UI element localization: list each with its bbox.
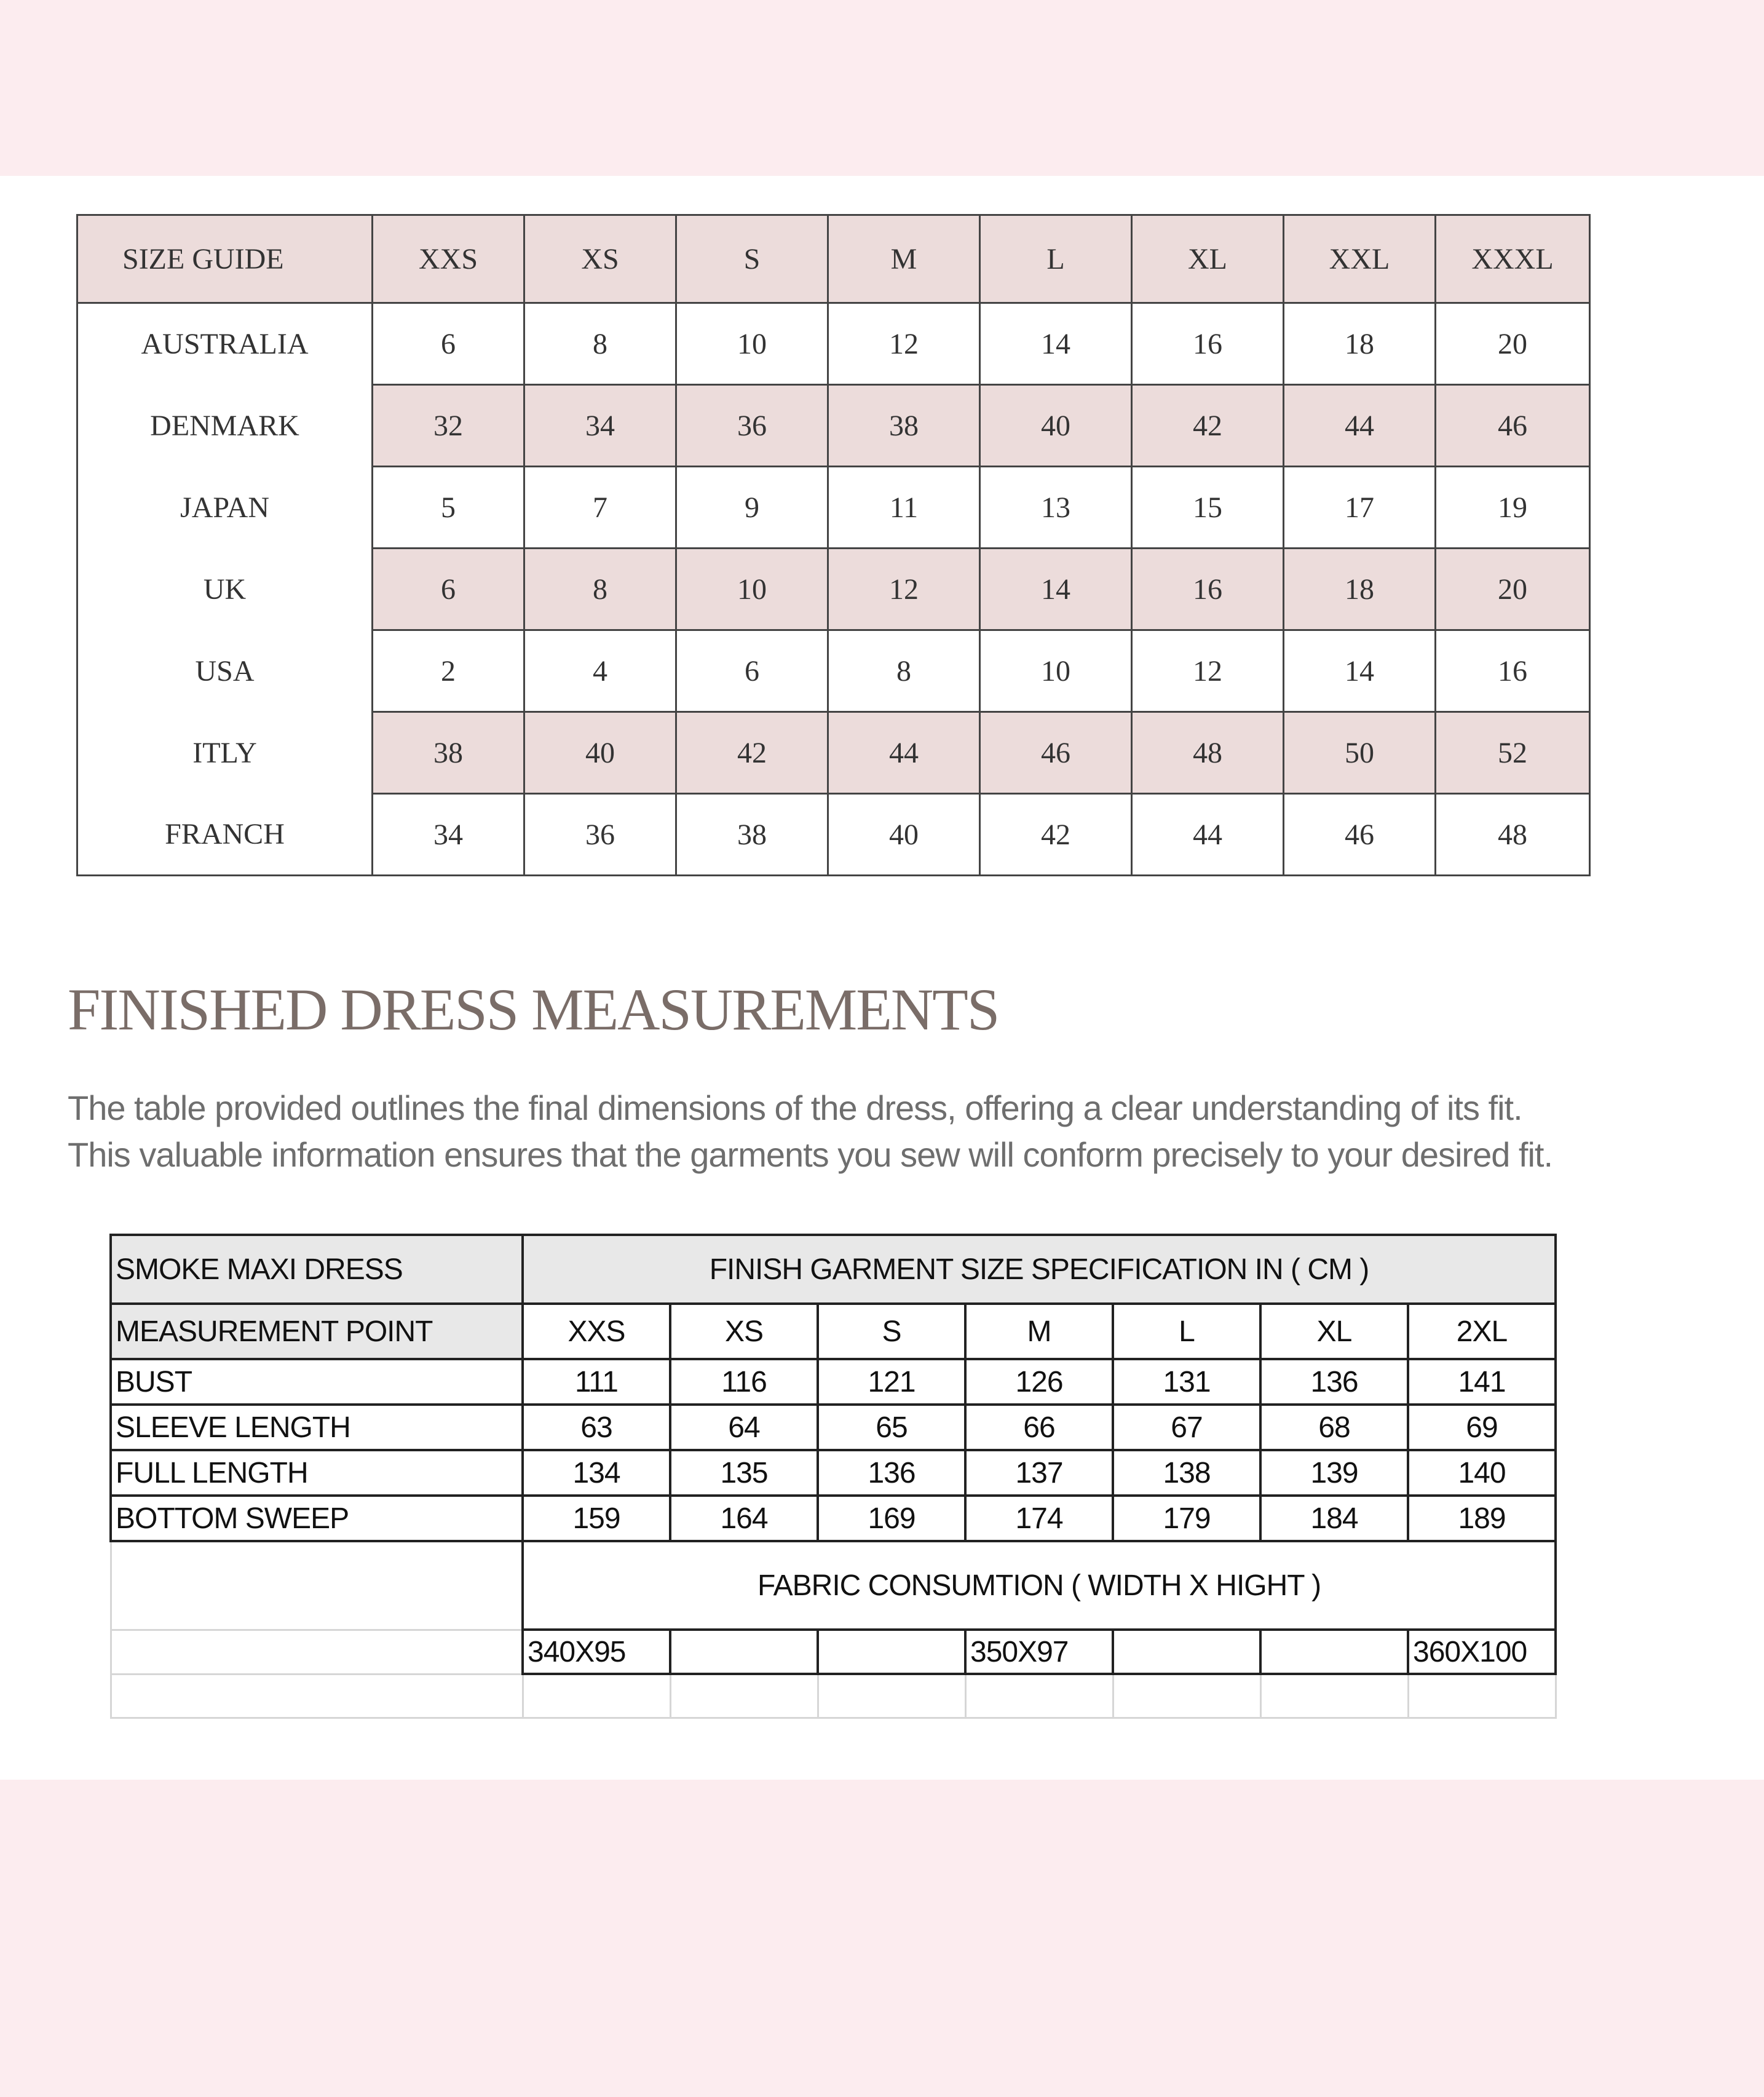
size-cell: 34 xyxy=(373,794,524,876)
country-label: DENMARK xyxy=(77,385,373,467)
measurement-title-row xyxy=(111,1235,1556,1304)
table-row xyxy=(77,467,1590,549)
empty-cell xyxy=(1408,1674,1556,1718)
size-cell: 42 xyxy=(980,794,1132,876)
measurement-cell: 164 xyxy=(670,1496,818,1541)
size-cell: 15 xyxy=(1132,467,1284,549)
size-header: XXS xyxy=(373,215,524,303)
measurement-cell: 111 xyxy=(523,1359,670,1405)
measurement-header-row xyxy=(111,1304,1556,1359)
size-cell: 11 xyxy=(828,467,980,549)
empty-cell xyxy=(1113,1674,1260,1718)
size-cell: 18 xyxy=(1284,303,1436,385)
size-header: XS xyxy=(524,215,676,303)
empty-cell xyxy=(111,1674,523,1718)
size-guide-corner: SIZE GUIDE xyxy=(77,215,373,303)
size-cell: 14 xyxy=(980,549,1132,630)
size-cell: 40 xyxy=(524,712,676,794)
size-cell: 50 xyxy=(1284,712,1436,794)
size-cell: 8 xyxy=(828,630,980,712)
empty-cell xyxy=(111,1541,523,1630)
fabric-cell: 360X100 xyxy=(1408,1630,1556,1674)
measurement-label: FULL LENGTH xyxy=(111,1450,523,1496)
table-row xyxy=(111,1496,1556,1541)
size-cell: 16 xyxy=(1132,549,1284,630)
section-heading: FINISHED DRESS MEASUREMENTS xyxy=(68,977,999,1042)
spec-title: FINISH GARMENT SIZE SPECIFICATION IN ( CM ) xyxy=(523,1235,1556,1304)
empty-cell xyxy=(523,1674,670,1718)
fabric-cell xyxy=(670,1630,818,1674)
empty-cell xyxy=(965,1674,1113,1718)
size-guide-header-row xyxy=(77,215,1590,303)
measurement-cell: 136 xyxy=(1260,1359,1408,1405)
measurement-cell: 189 xyxy=(1408,1496,1556,1541)
size-header: XXL xyxy=(1284,215,1436,303)
product-name: SMOKE MAXI DRESS xyxy=(111,1235,523,1304)
size-cell: 10 xyxy=(676,549,828,630)
size-cell: 44 xyxy=(1284,385,1436,467)
size-cell: 8 xyxy=(524,303,676,385)
table-row xyxy=(77,303,1590,385)
intro-paragraph xyxy=(68,1085,1728,1178)
empty-cell xyxy=(670,1674,818,1718)
size-cell: 14 xyxy=(980,303,1132,385)
size-cell: 12 xyxy=(1132,630,1284,712)
measurement-cell: 67 xyxy=(1113,1405,1260,1450)
measurement-cell: 136 xyxy=(818,1450,965,1496)
table-row xyxy=(77,712,1590,794)
size-header: XL xyxy=(1260,1304,1408,1359)
measurement-cell: 63 xyxy=(523,1405,670,1450)
measurement-cell: 159 xyxy=(523,1496,670,1541)
size-cell: 13 xyxy=(980,467,1132,549)
measurement-cell: 121 xyxy=(818,1359,965,1405)
size-cell: 38 xyxy=(676,794,828,876)
size-cell: 6 xyxy=(676,630,828,712)
size-cell: 46 xyxy=(1284,794,1436,876)
size-cell: 18 xyxy=(1284,549,1436,630)
table-row xyxy=(77,794,1590,876)
size-cell: 6 xyxy=(373,549,524,630)
country-label: ITLY xyxy=(77,712,373,794)
intro-line: The table provided outlines the final dimensions of the dress, offering a clear understanding of its fit. xyxy=(68,1088,1522,1127)
size-header: S xyxy=(818,1304,965,1359)
measurement-cell: 141 xyxy=(1408,1359,1556,1405)
size-cell: 46 xyxy=(1436,385,1590,467)
size-header: XS xyxy=(670,1304,818,1359)
measurement-cell: 140 xyxy=(1408,1450,1556,1496)
fabric-cell: 340X95 xyxy=(523,1630,670,1674)
measurement-cell: 131 xyxy=(1113,1359,1260,1405)
size-guide-table xyxy=(76,214,1591,876)
table-row xyxy=(111,1405,1556,1450)
measurement-cell: 68 xyxy=(1260,1405,1408,1450)
table-row xyxy=(111,1359,1556,1405)
size-cell: 34 xyxy=(524,385,676,467)
size-cell: 52 xyxy=(1436,712,1590,794)
country-label: JAPAN xyxy=(77,467,373,549)
measurement-cell: 126 xyxy=(965,1359,1113,1405)
size-cell: 40 xyxy=(980,385,1132,467)
measurement-cell: 169 xyxy=(818,1496,965,1541)
size-cell: 36 xyxy=(524,794,676,876)
table-row xyxy=(77,630,1590,712)
empty-row xyxy=(111,1674,1556,1718)
country-label: USA xyxy=(77,630,373,712)
country-label: FRANCH xyxy=(77,794,373,876)
size-cell: 32 xyxy=(373,385,524,467)
size-cell: 16 xyxy=(1436,630,1590,712)
size-cell: 42 xyxy=(676,712,828,794)
measurement-cell: 116 xyxy=(670,1359,818,1405)
fabric-cell xyxy=(1113,1630,1260,1674)
measurement-cell: 137 xyxy=(965,1450,1113,1496)
fabric-cell xyxy=(818,1630,965,1674)
measurement-cell: 139 xyxy=(1260,1450,1408,1496)
size-cell: 10 xyxy=(676,303,828,385)
intro-line: This valuable information ensures that the garments you sew will conform precisely to your desired fit. xyxy=(68,1135,1553,1174)
measurement-cell: 69 xyxy=(1408,1405,1556,1450)
measurement-cell: 184 xyxy=(1260,1496,1408,1541)
measurement-point-label: MEASUREMENT POINT xyxy=(111,1304,523,1359)
size-cell: 20 xyxy=(1436,549,1590,630)
size-cell: 10 xyxy=(980,630,1132,712)
empty-cell xyxy=(1260,1674,1408,1718)
size-cell: 38 xyxy=(373,712,524,794)
table-row xyxy=(77,385,1590,467)
size-cell: 9 xyxy=(676,467,828,549)
size-cell: 8 xyxy=(524,549,676,630)
size-cell: 48 xyxy=(1132,712,1284,794)
measurement-cell: 174 xyxy=(965,1496,1113,1541)
size-header: XXS xyxy=(523,1304,670,1359)
fabric-title-row xyxy=(111,1541,1556,1630)
size-cell: 19 xyxy=(1436,467,1590,549)
size-header: S xyxy=(676,215,828,303)
country-label: UK xyxy=(77,549,373,630)
size-cell: 38 xyxy=(828,385,980,467)
size-cell: 4 xyxy=(524,630,676,712)
measurement-cell: 138 xyxy=(1113,1450,1260,1496)
size-cell: 46 xyxy=(980,712,1132,794)
size-cell: 7 xyxy=(524,467,676,549)
size-cell: 12 xyxy=(828,549,980,630)
measurement-label: BOTTOM SWEEP xyxy=(111,1496,523,1541)
size-cell: 42 xyxy=(1132,385,1284,467)
size-cell: 20 xyxy=(1436,303,1590,385)
measurement-label: SLEEVE LENGTH xyxy=(111,1405,523,1450)
size-header: L xyxy=(1113,1304,1260,1359)
size-header: 2XL xyxy=(1408,1304,1556,1359)
page-sheet xyxy=(0,176,1764,1780)
size-header: XXXL xyxy=(1436,215,1590,303)
measurement-label: BUST xyxy=(111,1359,523,1405)
size-cell: 40 xyxy=(828,794,980,876)
measurement-cell: 65 xyxy=(818,1405,965,1450)
fabric-cell: 350X97 xyxy=(965,1630,1113,1674)
empty-cell xyxy=(111,1630,523,1674)
table-row xyxy=(77,549,1590,630)
measurement-cell: 135 xyxy=(670,1450,818,1496)
size-cell: 12 xyxy=(828,303,980,385)
empty-cell xyxy=(818,1674,965,1718)
measurement-cell: 64 xyxy=(670,1405,818,1450)
measurement-cell: 66 xyxy=(965,1405,1113,1450)
size-cell: 48 xyxy=(1436,794,1590,876)
country-label: AUSTRALIA xyxy=(77,303,373,385)
size-cell: 5 xyxy=(373,467,524,549)
size-cell: 6 xyxy=(373,303,524,385)
size-header: XL xyxy=(1132,215,1284,303)
size-cell: 2 xyxy=(373,630,524,712)
size-cell: 44 xyxy=(828,712,980,794)
measurement-cell: 134 xyxy=(523,1450,670,1496)
table-row xyxy=(111,1450,1556,1496)
size-cell: 16 xyxy=(1132,303,1284,385)
fabric-values-row xyxy=(111,1630,1556,1674)
measurement-table xyxy=(109,1234,1557,1719)
size-header: M xyxy=(965,1304,1113,1359)
size-cell: 14 xyxy=(1284,630,1436,712)
fabric-title: FABRIC CONSUMTION ( WIDTH X HIGHT ) xyxy=(523,1541,1556,1630)
size-cell: 44 xyxy=(1132,794,1284,876)
size-cell: 17 xyxy=(1284,467,1436,549)
measurement-cell: 179 xyxy=(1113,1496,1260,1541)
size-header: L xyxy=(980,215,1132,303)
size-header: M xyxy=(828,215,980,303)
fabric-cell xyxy=(1260,1630,1408,1674)
size-cell: 36 xyxy=(676,385,828,467)
